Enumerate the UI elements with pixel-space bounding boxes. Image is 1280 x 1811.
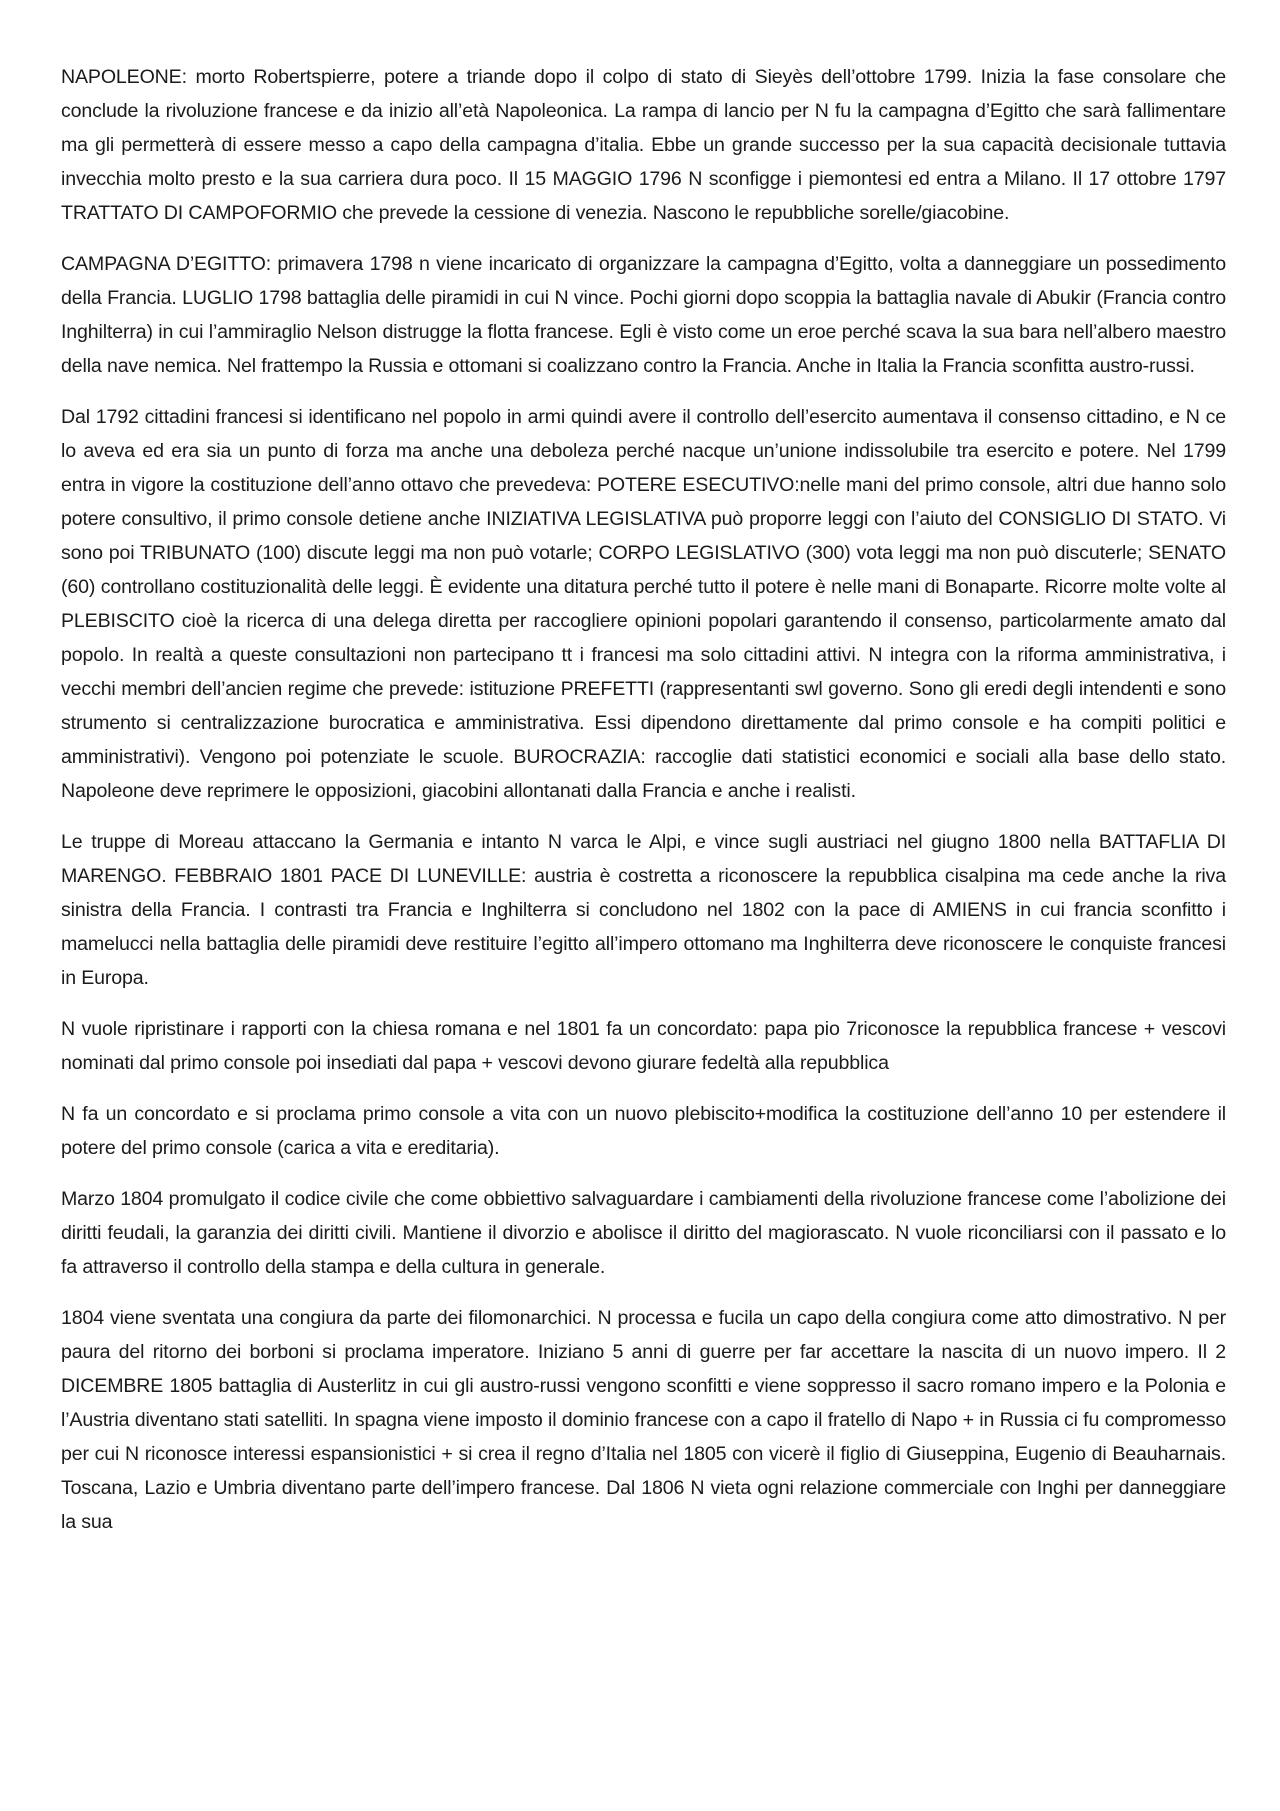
paragraph-impero-austerlitz: 1804 viene sventata una congiura da parte dei filomonarchici. N processa e fucila un capo della congiura come atto dimostrativo. N per paura del ritorno dei borboni si proclama imperatore. Iniziano 5 anni di guerre per far accettare la nascita di un nuovo impero. Il 2 DICEMBRE 1805 battaglia di Austerlitz in cui gli austro-russi vengono sconfitti e viene soppresso il sacro romano impero e la Polonia e l’Austria diventano stati satelliti. In spagna viene imposto il dominio francese con a capo il fratello di Napo + in Russia ci fu compromesso per cui N riconosce interessi espansionistici + si crea il regno d’Italia nel 1805 con vicerè il figlio di Giuseppina, Eugenio di Beauharnais. Toscana, Lazio e Umbria diventano parte dell’impero francese. Dal 1806 N vieta ogni relazione commerciale con Inghi per danneggiare la sua	[61, 1307, 1226, 1533]
paragraph-costituzione-anno-ottavo: Dal 1792 cittadini francesi si identificano nel popolo in armi quindi avere il controllo dell’esercito aumentava il consenso cittadino, e N ce lo aveva ed era sia un punto di forza ma anche una deboleza perché nacque un’unione indissolubile tra esercito e potere. Nel 1799 entra in vigore la costituzione dell’anno ottavo che prevedeva: POTERE ESECUTIVO:nelle mani del primo console, altri due hanno solo potere consultivo, il primo console detiene anche INIZIATIVA LEGISLATIVA può proporre leggi con l’aiuto del CONSIGLIO DI STATO. Vi sono poi TRIBUNATO (100) discute leggi ma non può votarle; CORPO LEGISLATIVO (300) vota leggi ma non può discuterle; SENATO (60) controllano costituzionalità delle leggi. È evidente una ditatura perché tutto il potere è nelle mani di Bonaparte. Ricorre molte volte al PLEBISCITO cioè la ricerca di una delega diretta per raccogliere opinioni popolari garantendo il consenso, particolarmente amato dal popolo. In realtà a queste consultazioni non partecipano tt i francesi ma solo cittadini attivi. N integra con la riforma amministrativa, i vecchi membri dell’ancien regime che prevede: istituzione PREFETTI (rappresentanti swl governo. Sono gli eredi degli intendenti e sono strumento si centralizzazione burocratica e amministrativa. Essi dipendono direttamente dal primo console e ha compiti politici e amministrativi). Vengono poi potenziate le scuole. BUROCRAZIA: raccoglie dati statistici economici e sociali alla base dello stato. Napoleone deve reprimere le opposizioni, giacobini allontanati dalla Francia e anche i realisti.	[61, 406, 1226, 802]
paragraph-console-a-vita: N fa un concordato e si proclama primo console a vita con un nuovo plebiscito+modifica la costituzione dell’anno 10 per estendere il potere del primo console (carica a vita e ereditaria).	[61, 1103, 1226, 1159]
paragraph-napoleone: NAPOLEONE: morto Robertspierre, potere a triande dopo il colpo di stato di Sieyès dell’ottobre 1799. Inizia la fase consolare che conclude la rivoluzione francese e da inizio all’età Napoleonica. La rampa di lancio per N fu la campagna d’Egitto che sarà fallimentare ma gli permetterà di essere messo a capo della campagna d’italia. Ebbe un grande successo per la sua capacità decisionale tuttavia invecchia molto presto e la sua carriera dura poco. Il 15 MAGGIO 1796 N sconfigge i piemontesi ed entra a Milano. Il 17 ottobre 1797 TRATTATO DI CAMPOFORMIO che prevede la cessione di venezia. Nascono le repubbliche sorelle/giacobine.	[61, 66, 1226, 224]
paragraph-codice-civile: Marzo 1804 promulgato il codice civile che come obbiettivo salvaguardare i cambiamenti della rivoluzione francese come l’abolizione dei diritti feudali, la garanzia dei diritti civili. Mantiene il divorzio e abolisce il diritto del magiorascato. N vuole riconciliarsi con il passato e lo fa attraverso il controllo della stampa e della cultura in generale.	[61, 1188, 1226, 1278]
paragraph-marengo-luneville-amiens: Le truppe di Moreau attaccano la Germania e intanto N varca le Alpi, e vince sugli austriaci nel giugno 1800 nella BATTAFLIA DI MARENGO. FEBBRAIO 1801 PACE DI LUNEVILLE: austria è costretta a riconoscere la repubblica cisalpina ma cede anche la riva sinistra della Francia. I contrasti tra Francia e Inghilterra si concludono nel 1802 con la pace di AMIENS in cui francia sconfitto i mamelucci nella battaglia delle piramidi deve restituire l’egitto all’impero ottomano ma Inghilterra deve riconoscere le conquiste francesi in Europa.	[61, 831, 1226, 989]
paragraph-campagna-egitto: CAMPAGNA D’EGITTO: primavera 1798 n viene incaricato di organizzare la campagna d’Egitto, volta a danneggiare un possedimento della Francia. LUGLIO 1798 battaglia delle piramidi in cui N vince. Pochi giorni dopo scoppia la battaglia navale di Abukir (Francia contro Inghilterra) in cui l’ammiraglio Nelson distrugge la flotta francese. Egli è visto come un eroe perché scava la sua bara nell’albero maestro della nave nemica. Nel frattempo la Russia e ottomani si coalizzano contro la Francia. Anche in Italia la Francia sconfitta austro-russi.	[61, 253, 1226, 377]
paragraph-concordato-chiesa: N vuole ripristinare i rapporti con la chiesa romana e nel 1801 fa un concordato: papa pio 7riconosce la repubblica francese + vescovi nominati dal primo console poi insediati dal papa + vescovi devono giurare fedeltà alla repubblica	[61, 1018, 1226, 1074]
document-page	[61, 60, 1226, 1539]
